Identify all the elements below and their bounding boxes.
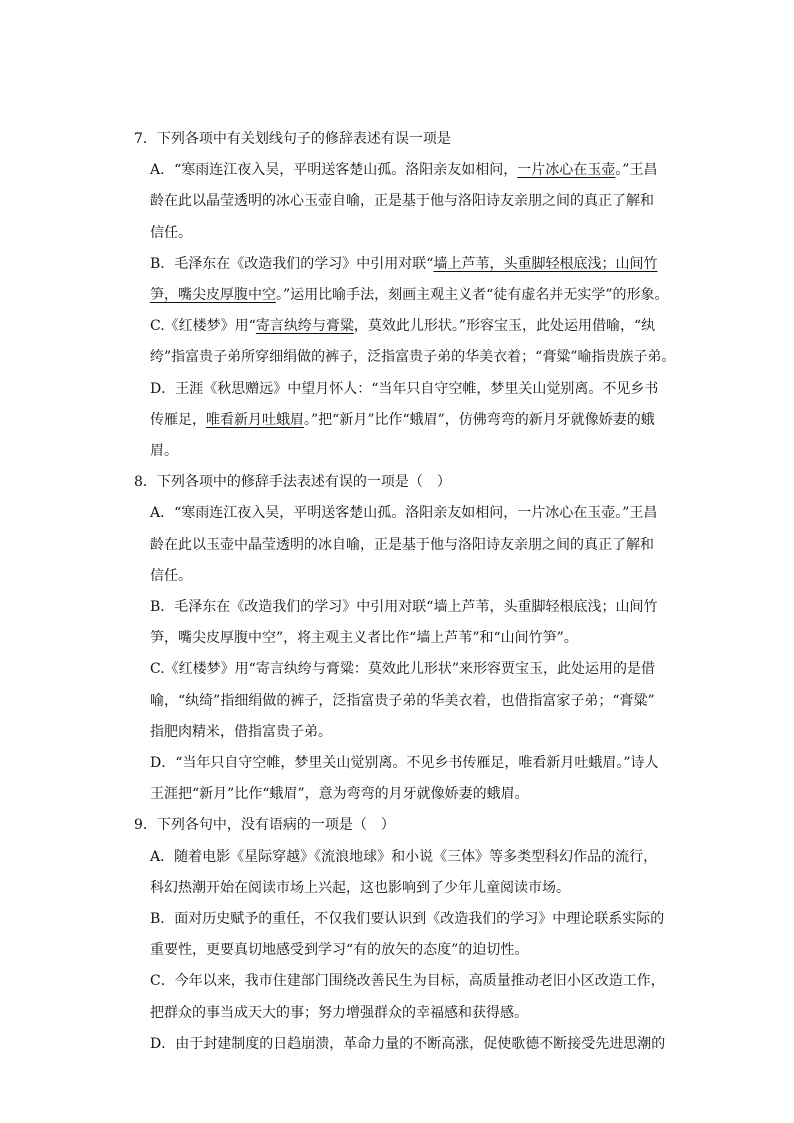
text-run: A．“寒雨连江夜入吴，平明送客楚山孤。洛阳亲友如相问，一片冰心在玉壶。”王昌 [150, 505, 658, 521]
text-run: 指肥肉精米，借指富贵子弟。 [150, 724, 332, 740]
option-line [150, 379, 658, 399]
option-line [150, 597, 657, 617]
option-line [150, 784, 529, 804]
question-stem: 8．下列各项中的修辞手法表述有误的一项是（ ） [134, 474, 451, 490]
option-line [150, 503, 657, 523]
option-line [150, 691, 655, 711]
option-line [150, 628, 578, 648]
option-line [150, 316, 655, 336]
option-line [150, 878, 570, 898]
text-run: 传雁足， [150, 412, 206, 428]
text-run: D．王涯《秋思赠远》中望月怀人：“当年只自守空帷，梦里关山觉别离。不见乡书 [150, 381, 659, 397]
text-run: C.《红楼梦》用“ [150, 318, 256, 334]
underlined-text: 墙上芦苇，头重脚轻根底浅；山间竹 [433, 256, 658, 272]
text-run: 。”运用比喻手法，刻画主观主义者“徒有虚名并无实学”的形象。 [276, 287, 669, 303]
text-run: 喻，“纨绮”指细绢做的裤子，泛指富贵子弟的华美衣着，也借指富家子弟；“膏粱” [150, 693, 655, 709]
text-run: 王涯把“新月”比作“蛾眉”，意为弯弯的月牙就像娇妻的蛾眉。 [150, 786, 529, 802]
question-stem: 7．下列各项中有关划线句子的修辞表述有误一项是 [134, 131, 451, 147]
underlined-text: 一片冰心在玉壶 [517, 162, 616, 178]
text-run: 信任。 [150, 225, 192, 241]
text-run: ，莫效此儿形状。”形容宝玉，此处运用借喻，“纨 [353, 318, 656, 334]
underlined-text: 笋，嘴尖皮厚腹中空 [150, 287, 276, 303]
option-line [150, 254, 657, 274]
text-run: 。”把“新月”比作“蛾眉”，仿佛弯弯的新月牙就像娇妻的蛾 [304, 412, 655, 428]
text-run: 科幻热潮开始在阅读市场上兴起，这也影响到了少年儿童阅读市场。 [150, 880, 570, 896]
text-run: 绔”指富贵子弟所穿细绢做的裤子，泛指富贵子弟的华美衣着；“膏粱”喻指贵族子弟。 [150, 349, 676, 365]
text-run: 笋，嘴尖皮厚腹中空”，将主观主义者比作“墙上芦苇”和“山间竹笋”。 [150, 630, 578, 646]
option-line [150, 1034, 665, 1054]
option-line [150, 223, 192, 243]
underlined-text: 唯看新月吐蛾眉 [206, 412, 304, 428]
text-run: B．面对历史赋予的重任，不仅我们要认识到《改造我们的学习》中理论联系实际的 [150, 911, 665, 927]
text-run: 龄在此以晶莹透明的冰心玉壶自喻，正是基于他与洛阳诗友亲朋之间的真正了解和 [150, 193, 654, 209]
text-run: 信任。 [150, 568, 192, 584]
question-stem: 9．下列各句中，没有语病的一项是（ ） [134, 817, 395, 833]
option-line [150, 659, 655, 679]
option-line [150, 971, 665, 991]
option-line [150, 940, 528, 960]
text-run: D．由于封建制度的日趋崩溃，革命力量的不断高涨，促使歌德不断接受先进思潮的 [150, 1036, 666, 1052]
option-line [150, 722, 332, 742]
option-line [150, 441, 178, 461]
option-line [150, 753, 659, 773]
text-run: B．毛泽东在《改造我们的学习》中引用对联“墙上芦苇，头重脚轻根底浅；山间竹 [150, 599, 658, 615]
underlined-text: 寄言纨绔与膏粱 [255, 318, 354, 334]
text-run: C．今年以来，我市住建部门围绕改善民生为目标，高质量推动老旧小区改造工作， [150, 973, 665, 989]
option-line [150, 1003, 528, 1023]
text-run: 眉。 [150, 443, 178, 459]
option-line [150, 347, 675, 367]
text-run: B．毛泽东在《改造我们的学习》中引用对联“ [150, 256, 434, 272]
option-line [150, 909, 664, 929]
text-run: 把群众的事当成天大的事；努力增强群众的幸福感和获得感。 [150, 1005, 528, 1021]
option-line [150, 191, 654, 211]
option-line [150, 285, 668, 305]
text-run: A．随着电影《星际穿越》《流浪地球》和小说《三体》等多类型科幻作品的流行， [150, 849, 658, 865]
option-line [150, 535, 654, 555]
text-run: C.《红楼梦》用“寄言纨绔与膏粱：莫效此儿形状”来形容贾宝玉，此处运用的是借 [150, 661, 655, 677]
text-run: 重要性，更要真切地感受到学习“有的放矢的态度”的迫切性。 [150, 942, 529, 958]
option-line [150, 410, 655, 430]
text-run: D．“当年只自守空帷，梦里关山觉别离。不见乡书传雁足，唯看新月吐蛾眉。”诗人 [150, 755, 659, 771]
option-line [150, 847, 657, 867]
option-line [150, 160, 657, 180]
text-run: 龄在此以玉壶中晶莹透明的冰自喻，正是基于他与洛阳诗友亲朋之间的真正了解和 [150, 537, 654, 553]
option-line [150, 566, 192, 586]
text-run: A．“寒雨连江夜入吴，平明送客楚山孤。洛阳亲友如相问， [150, 162, 518, 178]
text-run: 。”王昌 [615, 162, 658, 178]
